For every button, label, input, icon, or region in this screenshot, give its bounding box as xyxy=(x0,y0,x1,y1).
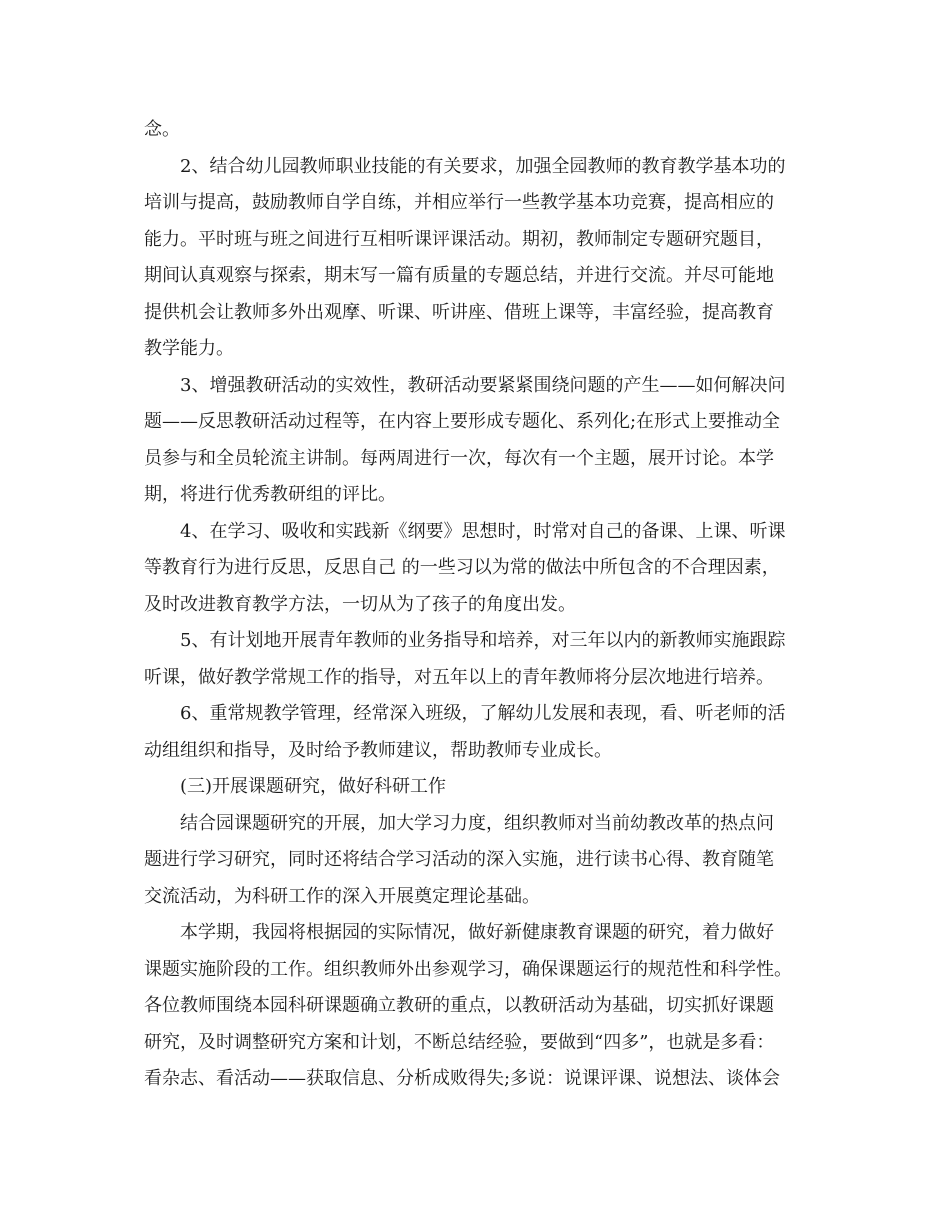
text-line: 培训与提高，鼓励教师自学自练，并相应举行一些教学基本功竞赛，提高相应的 xyxy=(144,192,774,213)
text-line: 题进行学习研究，同时还将结合学习活动的深入实施，进行读书心得、教育随笔 xyxy=(144,849,774,870)
text-line: (三)开展课题研究，做好科研工作 xyxy=(180,776,447,797)
text-line: 结合园课题研究的开展，加大学习力度，组织教师对当前幼教改革的热点问 xyxy=(180,812,774,834)
text-line: 员参与和全员轮流主讲制。每两周进行一次，每次有一个主题，展开讨论。本学 xyxy=(144,447,774,469)
text-line: 及时改进教育教学方法，一切从为了孩子的角度出发。 xyxy=(144,593,576,615)
document-body xyxy=(144,112,809,1098)
text-line: 本学期，我园将根据园的实际情况，做好新健康教育课题的研究，着力做好 xyxy=(180,922,774,943)
text-line: 各位教师围绕本园科研课题确立教研的重点，以教研活动为基础，切实抓好课题 xyxy=(144,995,774,1016)
text-line: 看杂志、看活动——获取信息、分析成败得失;多说：说课评课、说想法、谈体会 xyxy=(144,1068,781,1089)
text-line: 期，将进行优秀教研组的评比。 xyxy=(144,484,396,505)
text-line: 交流活动，为科研工作的深入开展奠定理论基础。 xyxy=(144,885,540,907)
text-line: 教学能力。 xyxy=(144,338,234,359)
text-line: 念。 xyxy=(144,119,180,140)
text-line: 3、增强教研活动的实效性，教研活动要紧紧围绕问题的产生——如何解决问 xyxy=(180,374,786,396)
text-line: 等教育行为进行反思，反思自己 的一些习以为常的做法中所包含的不合理因素， xyxy=(144,557,780,578)
text-line: 课题实施阶段的工作。组织教师外出参观学习，确保课题运行的规范性和科学性。 xyxy=(144,958,792,980)
text-line: 4、在学习、吸收和实践新《纲要》思想时，时常对自己的备课、上课、听课 xyxy=(180,520,786,542)
text-line: 5、有计划地开展青年教师的业务指导和培养，对三年以内的新教师实施跟踪 xyxy=(180,630,786,651)
text-line: 提供机会让教师多外出观摩、听课、听讲座、借班上课等，丰富经验，提高教育 xyxy=(144,301,774,323)
text-line: 2、结合幼儿园教师职业技能的有关要求，加强全园教师的教育教学基本功的 xyxy=(180,155,786,177)
text-line: 听课，做好教学常规工作的指导，对五年以上的青年教师将分层次地进行培养。 xyxy=(144,666,774,688)
text-line: 研究，及时调整研究方案和计划，不断总结经验，要做到“四多”，也就是多看： xyxy=(144,1031,775,1053)
text-line: 动组组织和指导，及时给予教师建议，帮助教师专业成长。 xyxy=(144,739,612,761)
text-line: 期间认真观察与探索，期末写一篇有质量的专题总结，并进行交流。并尽可能地 xyxy=(144,265,774,286)
text-line: 题——反思教研活动过程等，在内容上要形成专题化、系列化;在形式上要推动全 xyxy=(144,411,781,432)
text-line: 能力。平时班与班之间进行互相听课评课活动。期初，教师制定专题研究题目， xyxy=(144,228,774,250)
text-line: 6、重常规教学管理，经常深入班级，了解幼儿发展和表现，看、听老师的活 xyxy=(180,703,786,724)
